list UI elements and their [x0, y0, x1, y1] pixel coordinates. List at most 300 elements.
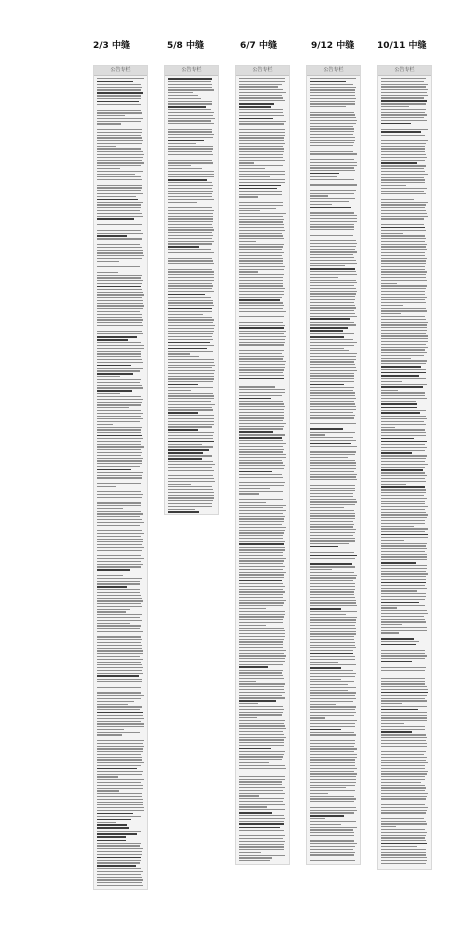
text-line: [97, 84, 141, 85]
text-line: [381, 540, 404, 541]
text-line: [97, 368, 143, 369]
text-line: [97, 634, 144, 635]
text-line: [310, 173, 339, 175]
text-line: [168, 356, 199, 357]
text-line: [381, 548, 427, 549]
text-line: [97, 807, 144, 808]
text-line: [97, 263, 144, 264]
column-text-2: [165, 76, 218, 513]
text-line: [239, 238, 284, 239]
text-line: [310, 852, 355, 853]
text-line: [239, 213, 286, 214]
text-line: [310, 403, 355, 404]
text-line: [310, 796, 354, 797]
text-line: [310, 743, 355, 744]
text-line: [381, 760, 426, 761]
text-line: [239, 440, 283, 441]
text-line: [239, 787, 285, 788]
text-line: [310, 687, 356, 688]
text-line: [97, 477, 142, 478]
text-line: [239, 468, 284, 469]
text-line: [239, 308, 283, 309]
text-line: [97, 541, 143, 542]
text-line: [239, 210, 260, 211]
text-line: [381, 129, 428, 130]
text-line: [239, 664, 283, 665]
text-line: [310, 765, 355, 766]
text-line: [239, 672, 282, 673]
text-line: [381, 675, 428, 676]
text-line: [97, 586, 127, 588]
text-line: [310, 746, 354, 747]
text-line: [381, 835, 426, 836]
text-line: [310, 251, 357, 252]
newspaper-column-5: [377, 65, 432, 870]
text-line: [239, 333, 284, 334]
text-line: [168, 246, 199, 248]
text-line: [239, 835, 285, 836]
text-line: [381, 700, 427, 701]
text-line: [381, 151, 425, 152]
text-line: [310, 240, 356, 241]
text-line: [310, 462, 356, 463]
text-line: [381, 635, 428, 636]
text-line: [310, 785, 355, 786]
text-line: [97, 799, 143, 800]
text-line: [97, 328, 144, 329]
text-line: [239, 759, 282, 760]
text-line: [381, 160, 425, 161]
text-line: [381, 427, 395, 428]
text-line: [168, 294, 205, 296]
text-line: [381, 233, 403, 234]
text-line: [168, 263, 214, 264]
text-line: [239, 577, 284, 578]
text-line: [381, 785, 425, 786]
text-line: [168, 185, 213, 186]
text-line: [381, 495, 424, 496]
text-line: [239, 830, 284, 831]
text-line: [168, 395, 214, 396]
text-line: [168, 470, 214, 471]
text-line: [310, 406, 356, 407]
text-line: [381, 854, 426, 855]
text-line: [168, 199, 214, 200]
text-line: [381, 796, 427, 797]
text-line: [381, 484, 406, 485]
text-line: [239, 350, 284, 351]
text-line: [239, 157, 283, 158]
text-line: [97, 78, 144, 79]
text-line: [239, 818, 285, 819]
text-line: [239, 703, 258, 704]
text-line: [168, 134, 214, 135]
text-line: [310, 642, 355, 643]
text-line: [310, 860, 355, 861]
text-line: [381, 627, 427, 628]
text-line: [310, 409, 356, 410]
text-line: [381, 526, 414, 527]
text-line: [381, 221, 428, 222]
text-line: [381, 498, 427, 499]
text-line: [310, 268, 355, 270]
text-line: [310, 740, 355, 741]
text-line: [97, 247, 142, 248]
text-line: [239, 375, 284, 376]
text-line: [97, 179, 142, 180]
text-line: [381, 196, 428, 197]
text-line: [381, 678, 425, 679]
text-line: [310, 454, 355, 455]
text-line: [381, 715, 427, 716]
text-line: [168, 378, 214, 379]
text-line: [168, 140, 204, 142]
text-line: [168, 280, 214, 281]
text-line: [97, 202, 143, 203]
text-line: [381, 227, 425, 229]
text-line: [168, 339, 213, 340]
text-line: [97, 277, 141, 278]
text-line: [97, 292, 143, 293]
text-line: [239, 160, 285, 161]
text-line: [239, 628, 284, 629]
text-line: [97, 831, 141, 832]
text-line: [381, 274, 426, 275]
text-line: [97, 759, 142, 760]
text-line: [239, 594, 283, 595]
text-line: [97, 126, 144, 127]
text-line: [310, 420, 357, 421]
text-line: [239, 633, 285, 634]
text-line: [97, 140, 143, 141]
text-line: [310, 631, 356, 632]
text-line: [97, 500, 144, 501]
text-line: [381, 89, 428, 90]
text-line: [310, 526, 353, 527]
text-line: [310, 501, 357, 502]
text-line: [239, 165, 283, 166]
text-line: [381, 793, 428, 794]
text-line: [310, 263, 357, 264]
text-line: [381, 392, 425, 393]
text-line: [97, 564, 143, 565]
text-line: [97, 297, 142, 298]
text-line: [310, 449, 357, 450]
text-line: [168, 120, 211, 121]
text-line: [381, 444, 425, 445]
text-line: [381, 562, 416, 564]
text-line: [168, 478, 214, 479]
text-line: [239, 751, 285, 752]
text-line: [310, 235, 353, 236]
text-line: [239, 86, 278, 87]
text-line: [97, 376, 120, 377]
text-line: [310, 720, 357, 721]
text-line: [381, 605, 425, 606]
text-line: [239, 647, 283, 648]
text-line: [168, 467, 212, 468]
text-line: [381, 252, 425, 253]
text-line: [381, 143, 426, 144]
text-line: [310, 274, 357, 275]
text-line: [381, 191, 424, 192]
text-line: [239, 174, 285, 175]
text-line: [310, 249, 355, 250]
text-line: [381, 798, 426, 799]
text-line: [239, 756, 283, 757]
text-line: [239, 171, 285, 172]
text-line: [381, 681, 425, 682]
text-line: [310, 804, 357, 805]
text-line: [381, 478, 425, 479]
text-line: [168, 143, 196, 144]
text-line: [239, 527, 286, 528]
text-line: [381, 751, 426, 752]
text-line: [168, 115, 213, 116]
text-line: [97, 882, 142, 883]
text-line: [168, 168, 202, 169]
text-line: [310, 78, 356, 79]
text-line: [310, 854, 354, 855]
text-line: [97, 258, 142, 259]
text-line: [97, 511, 141, 512]
text-line: [381, 852, 426, 853]
text-line: [97, 199, 138, 201]
text-line: [310, 207, 351, 209]
text-line: [239, 566, 285, 567]
text-line: [97, 441, 141, 442]
text-line: [381, 258, 427, 259]
text-line: [310, 423, 356, 424]
text-line: [97, 458, 143, 459]
text-line: [239, 339, 285, 340]
text-line: [381, 787, 426, 788]
text-line: [168, 481, 215, 482]
text-line: [168, 146, 213, 147]
text-line: [381, 585, 425, 586]
text-line: [97, 410, 141, 411]
text-line: [168, 137, 213, 138]
text-line: [239, 479, 286, 480]
text-line: [381, 447, 427, 448]
text-line: [310, 330, 343, 332]
text-line: [168, 509, 195, 510]
text-line: [381, 114, 427, 115]
text-line: [310, 684, 348, 685]
text-line: [168, 370, 215, 371]
text-line: [239, 524, 282, 525]
text-line: [168, 495, 214, 496]
text-line: [97, 331, 142, 332]
text-line: [97, 670, 142, 671]
text-line: [97, 483, 141, 484]
text-line: [97, 336, 137, 338]
text-line: [310, 134, 353, 135]
text-line: [168, 359, 214, 360]
text-line: [381, 658, 425, 659]
text-line: [97, 746, 144, 747]
text-line: [381, 285, 427, 286]
text-line: [381, 737, 427, 738]
text-line: [381, 576, 426, 577]
text-line: [310, 605, 357, 606]
text-line: [168, 213, 213, 214]
text-line: [381, 602, 419, 604]
text-line: [381, 204, 426, 205]
text-line: [310, 580, 353, 581]
text-line: [239, 793, 285, 794]
text-line: [239, 706, 283, 707]
text-line: [168, 92, 193, 93]
text-line: [168, 297, 211, 298]
text-line: [310, 709, 355, 710]
text-line: [310, 645, 355, 646]
text-line: [310, 479, 357, 480]
text-line: [168, 429, 198, 431]
text-line: [97, 348, 144, 349]
text-line: [310, 280, 356, 281]
text-line: [239, 849, 284, 850]
text-line: [310, 210, 357, 211]
text-line: [97, 723, 144, 724]
text-line: [97, 650, 143, 651]
text-line: [168, 401, 211, 402]
text-line: [381, 528, 428, 529]
text-line: [97, 885, 143, 886]
text-line: [381, 860, 427, 861]
text-line: [97, 244, 140, 245]
text-line: [239, 460, 282, 461]
text-line: [97, 95, 141, 96]
text-line: [239, 580, 282, 582]
text-line: [310, 277, 338, 278]
text-line: [310, 428, 343, 430]
text-line: [381, 344, 426, 345]
text-line: [310, 773, 357, 774]
text-line: [97, 162, 144, 163]
text-line: [310, 128, 354, 129]
text-line: [310, 288, 356, 289]
text-line: [381, 410, 426, 411]
text-line: [310, 153, 357, 154]
text-line: [97, 715, 143, 716]
text-line: [381, 630, 427, 631]
text-line: [381, 782, 421, 783]
text-line: [168, 365, 215, 366]
text-line: [239, 619, 283, 620]
text-line: [97, 238, 142, 239]
text-line: [310, 212, 354, 213]
text-line: [310, 92, 355, 93]
text-line: [168, 202, 197, 203]
text-line: [381, 731, 412, 733]
text-line: [381, 832, 427, 833]
text-line: [97, 513, 143, 514]
text-line: [381, 333, 426, 334]
text-line: [239, 754, 284, 755]
text-line: [168, 285, 213, 286]
text-line: [310, 291, 357, 292]
text-line: [381, 818, 424, 819]
text-line: [381, 641, 419, 642]
text-line: [97, 776, 118, 777]
column-text-5: [378, 76, 431, 867]
text-line: [381, 683, 425, 684]
text-line: [239, 812, 272, 814]
text-line: [381, 308, 426, 309]
text-line: [239, 191, 282, 192]
newspaper-column-1: [93, 65, 148, 890]
text-line: [97, 606, 142, 607]
text-line: [310, 734, 356, 735]
text-line: [239, 135, 285, 136]
text-line: [239, 513, 283, 514]
text-line: [97, 143, 142, 144]
text-line: [168, 274, 214, 275]
text-line: [381, 81, 424, 82]
text-line: [239, 806, 267, 807]
text-line: [97, 877, 142, 878]
text-line: [310, 815, 344, 817]
text-line: [310, 151, 353, 152]
text-line: [239, 768, 286, 769]
text-line: [97, 502, 141, 503]
text-line: [381, 821, 426, 822]
text-line: [381, 386, 423, 388]
text-line: [310, 167, 354, 168]
text-line: [310, 667, 341, 669]
text-line: [310, 81, 346, 83]
text-line: [381, 638, 414, 640]
text-line: [97, 494, 143, 495]
text-line: [239, 488, 270, 489]
text-line: [168, 157, 215, 158]
text-line: [381, 568, 427, 569]
text-line: [381, 469, 423, 471]
text-line: [310, 515, 355, 516]
text-line: [168, 118, 215, 119]
text-line: [97, 620, 142, 621]
text-line: [97, 552, 144, 553]
text-line: [97, 639, 142, 640]
text-line: [239, 801, 283, 802]
text-line: [381, 709, 418, 711]
text-line: [381, 461, 425, 462]
text-line: [97, 300, 143, 301]
text-line: [381, 776, 425, 777]
text-line: [310, 226, 354, 227]
text-line: [97, 843, 141, 844]
text-line: [310, 432, 355, 433]
text-line: [381, 672, 428, 673]
text-line: [310, 282, 357, 283]
text-line: [168, 342, 210, 344]
text-line: [381, 743, 427, 744]
text-line: [310, 162, 357, 163]
text-line: [239, 235, 283, 236]
text-line: [239, 798, 284, 799]
text-line: [239, 358, 283, 359]
text-line: [310, 95, 355, 96]
text-line: [97, 339, 128, 341]
text-line: [381, 754, 424, 755]
text-line: [168, 218, 213, 219]
text-line: [97, 754, 141, 755]
text-line: [239, 636, 285, 637]
text-line: [310, 560, 357, 561]
text-line: [97, 314, 142, 315]
text-line: [168, 441, 214, 443]
